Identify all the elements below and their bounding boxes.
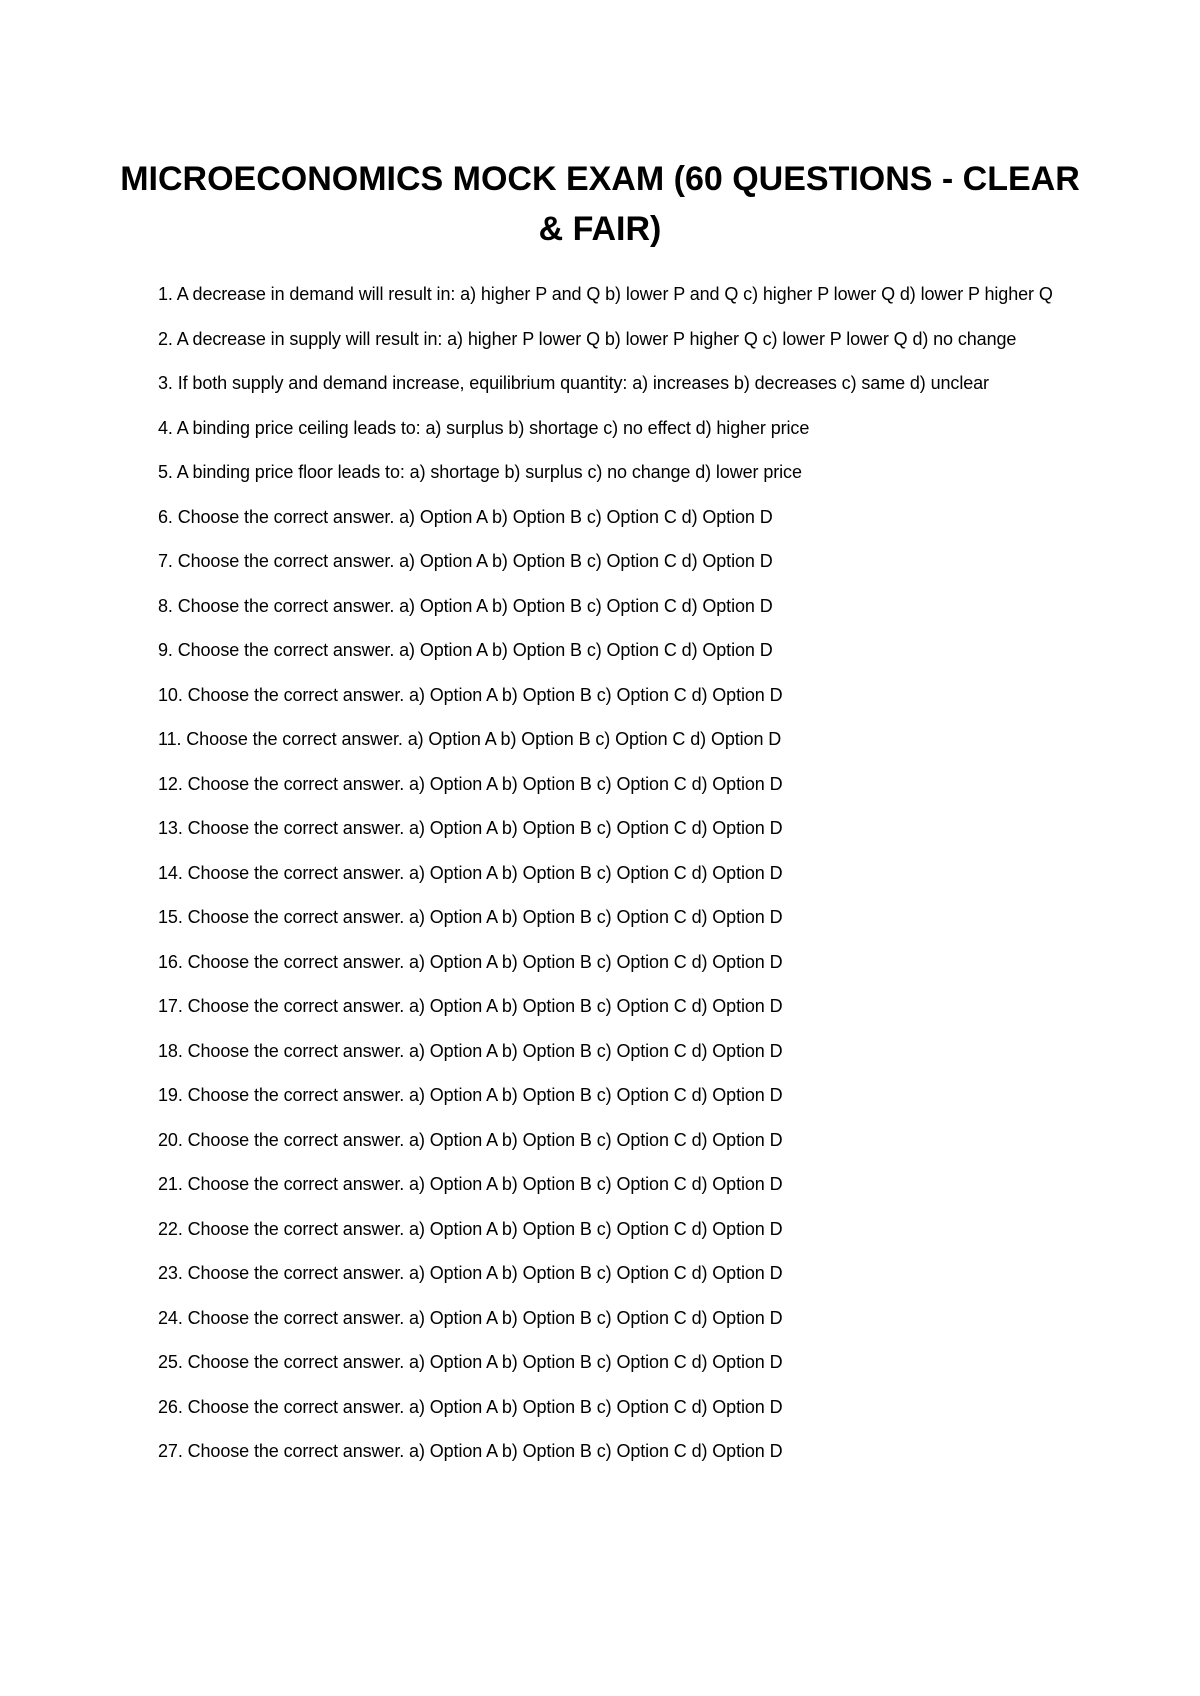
question-item: 7. Choose the correct answer. a) Option A b) Option B c) Option C d) Option D [158, 551, 773, 571]
question-item: 9. Choose the correct answer. a) Option A b) Option B c) Option C d) Option D [158, 640, 773, 660]
question-item: 27. Choose the correct answer. a) Option A b) Option B c) Option C d) Option D [158, 1441, 783, 1461]
question-item: 25. Choose the correct answer. a) Option A b) Option B c) Option C d) Option D [158, 1352, 783, 1372]
question-item: 19. Choose the correct answer. a) Option A b) Option B c) Option C d) Option D [158, 1085, 783, 1105]
question-item: 6. Choose the correct answer. a) Option A b) Option B c) Option C d) Option D [158, 506, 773, 527]
question-item: 12. Choose the correct answer. a) Option A b) Option B c) Option C d) Option D [158, 773, 783, 794]
question-item: 10. Choose the correct answer. a) Option A b) Option B c) Option C d) Option D [158, 684, 783, 705]
question-item: 4. A binding price ceiling leads to: a) surplus b) shortage c) no effect d) higher price [158, 417, 810, 438]
question-item: 5. A binding price floor leads to: a) shortage b) surplus c) no change d) lower price [158, 462, 802, 482]
question-item: 1. A decrease in demand will result in: a) higher P and Q b) lower P and Q c) higher P lower Q d) lower P higher Q [158, 284, 1053, 304]
question-item: 23. Choose the correct answer. a) Option A b) Option B c) Option C d) Option D [158, 1263, 783, 1283]
question-list [158, 282, 1058, 1484]
question-item: 15. Choose the correct answer. a) Option A b) Option B c) Option C d) Option D [158, 907, 783, 927]
page-title: MICROECONOMICS MOCK EXAM (60 QUESTIONS - CLEAR & FAIR) [120, 160, 1080, 248]
question-item: 8. Choose the correct answer. a) Option A b) Option B c) Option C d) Option D [158, 595, 773, 616]
question-item: 21. Choose the correct answer. a) Option A b) Option B c) Option C d) Option D [158, 1174, 783, 1194]
question-item: 2. A decrease in supply will result in: a) higher P lower Q b) lower P higher Q c) lower P lower Q d) no change [158, 328, 1017, 349]
question-item: 16. Choose the correct answer. a) Option A b) Option B c) Option C d) Option D [158, 951, 783, 972]
question-item: 13. Choose the correct answer. a) Option A b) Option B c) Option C d) Option D [158, 818, 783, 838]
question-item: 17. Choose the correct answer. a) Option A b) Option B c) Option C d) Option D [158, 996, 783, 1016]
question-item: 24. Choose the correct answer. a) Option A b) Option B c) Option C d) Option D [158, 1307, 783, 1328]
question-item: 3. If both supply and demand increase, equilibrium quantity: a) increases b) decreases c) same d) unclear [158, 373, 989, 393]
question-item: 11. Choose the correct answer. a) Option A b) Option B c) Option C d) Option D [158, 729, 782, 749]
question-item: 26. Choose the correct answer. a) Option A b) Option B c) Option C d) Option D [158, 1396, 783, 1417]
question-item: 22. Choose the correct answer. a) Option A b) Option B c) Option C d) Option D [158, 1218, 783, 1239]
question-item: 18. Choose the correct answer. a) Option A b) Option B c) Option C d) Option D [158, 1040, 783, 1061]
question-item: 14. Choose the correct answer. a) Option A b) Option B c) Option C d) Option D [158, 862, 783, 883]
question-item: 20. Choose the correct answer. a) Option A b) Option B c) Option C d) Option D [158, 1129, 783, 1150]
